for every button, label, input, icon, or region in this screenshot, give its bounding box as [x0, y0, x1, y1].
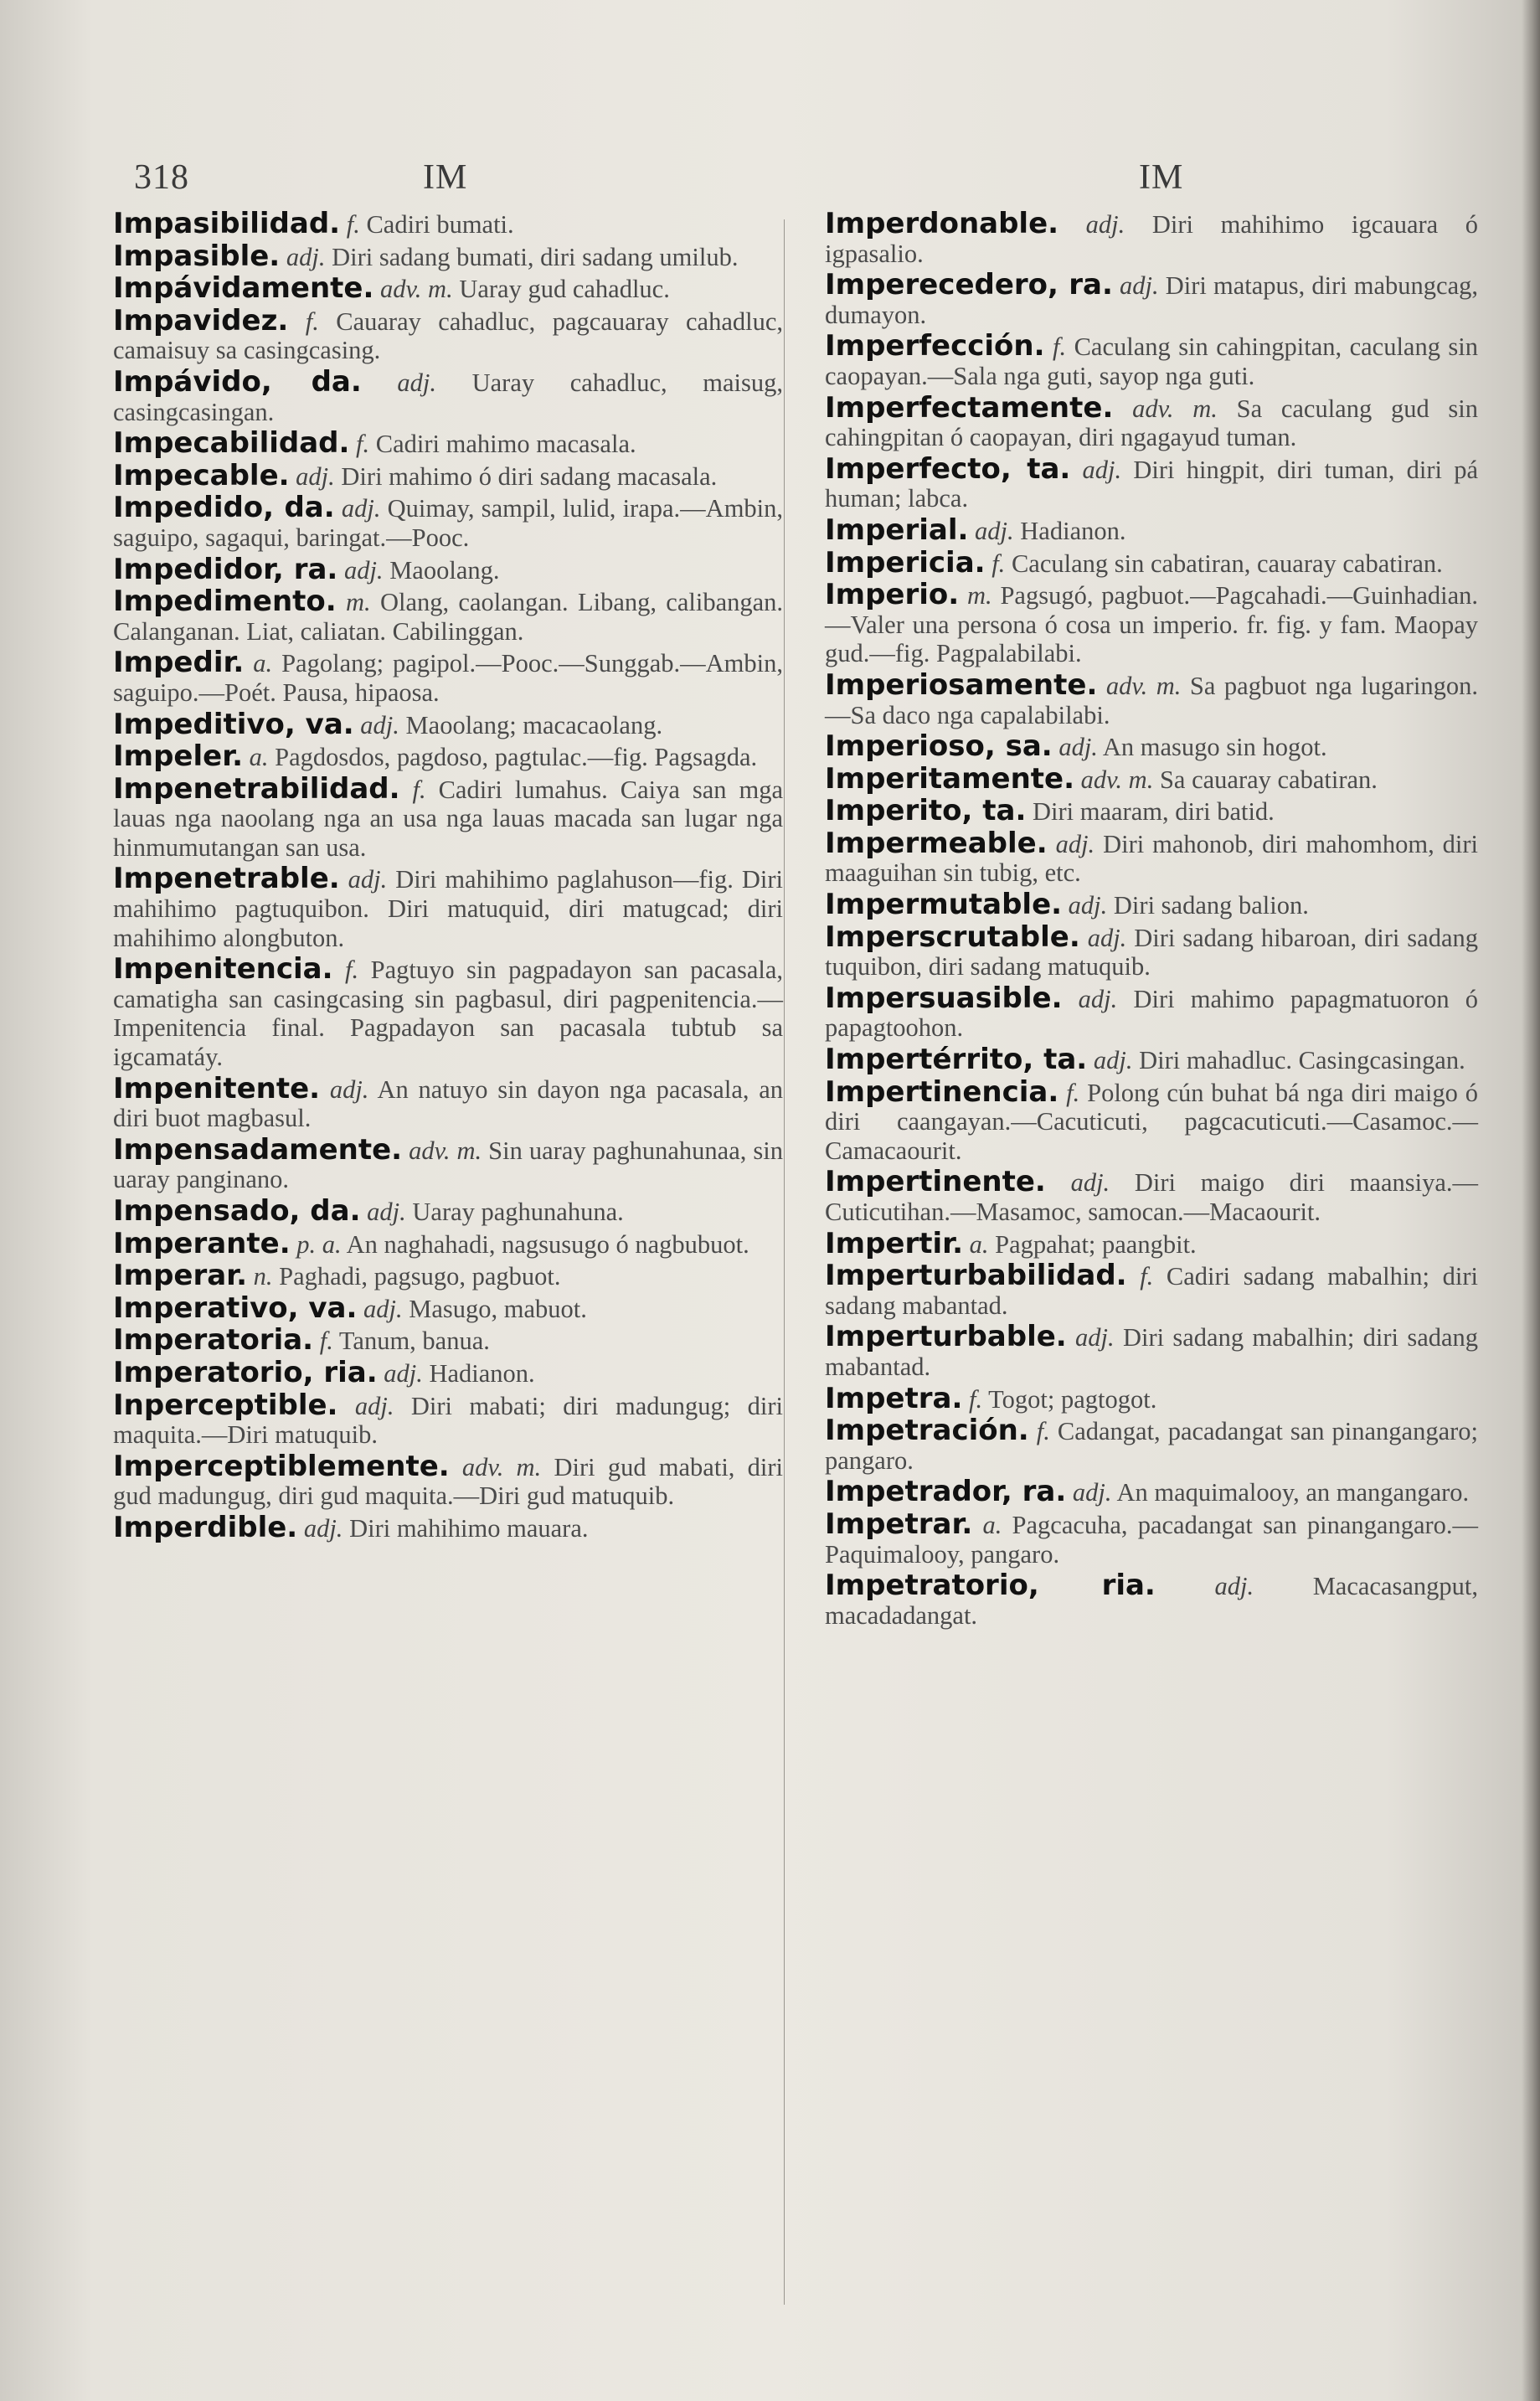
entry-headword: Imperitamente. [825, 761, 1075, 796]
entry-headword: Impasible. [113, 239, 281, 273]
entry-headword: Impenitente. [113, 1071, 321, 1105]
entry-headword: Imperturbabilidad. [825, 1259, 1127, 1293]
dictionary-entry [113, 426, 783, 461]
entry-grammar: f. [345, 956, 359, 985]
dictionary-entry [113, 1226, 783, 1260]
dictionary-entry [113, 271, 783, 306]
entry-headword: Impertérrito, ta. [825, 1043, 1088, 1077]
entry-grammar: adv. m. [1080, 765, 1154, 794]
dictionary-entry [825, 1074, 1479, 1166]
entry-definition: Tanum, banua. [338, 1327, 490, 1356]
entry-definition: Pagpahat; paangbit. [995, 1229, 1197, 1259]
dictionary-entry [113, 1449, 784, 1511]
entry-definition: Diri gud mabati, diri gud madungug, diri gud maquita.—Diri gud matuquib. [113, 1452, 784, 1511]
dictionary-entry [113, 239, 783, 273]
entry-headword: Impenetrable. [113, 862, 340, 896]
entry-grammar: adj. [1055, 829, 1095, 858]
entry-definition: An natuyo sin dayon nga pacasala, an diri buot magbasul. [113, 1074, 783, 1133]
entry-headword: Impersuasible. [825, 981, 1063, 1015]
dictionary-entry [825, 920, 1479, 982]
running-head-left: IM [423, 158, 468, 197]
entry-definition: Diri mahihimo igcauara ó igpasalio. [825, 210, 1479, 268]
entry-grammar: f. [346, 210, 360, 239]
dictionary-entry [825, 1045, 1478, 1075]
entry-definition: An maquimalooy, an mangangaro. [1116, 1478, 1470, 1507]
entry-grammar: adj. [975, 516, 1014, 545]
dictionary-entry [113, 952, 784, 1072]
dictionary-entry [113, 1071, 783, 1133]
right-column [825, 209, 1478, 1632]
dictionary-entry [113, 864, 783, 952]
dictionary-entry [825, 1416, 1478, 1475]
entry-grammar: f. [356, 430, 370, 459]
entry-definition: Olang, caolangan. Libang, calibangan. Calanganan. Liat, caliatan. Cabilinggan. [113, 588, 784, 646]
entry-grammar: f. [1140, 1262, 1154, 1291]
entry-headword: Imperdible. [113, 1510, 298, 1544]
entry-grammar: f. [991, 549, 1006, 578]
dictionary-entry [113, 771, 783, 863]
entry-grammar: adj. [360, 710, 399, 739]
entry-headword: Imperturbable. [825, 1320, 1067, 1354]
entry-headword: Impeditivo, va. [113, 707, 354, 741]
entry-definition: Diri mabati; diri madungug; diri maquita.—Diri matuquib. [113, 1391, 784, 1450]
entry-grammar: f. [319, 1327, 333, 1356]
entry-definition: Sa caculang gud sin cahingpitan ó caopayan, diri ngagayud tuman. [825, 394, 1479, 452]
entry-headword: Impávidamente. [113, 271, 374, 306]
entry-headword: Impensadamente. [113, 1132, 403, 1167]
dictionary-entry [113, 1510, 783, 1544]
entry-headword: Imperial. [825, 513, 969, 547]
entry-grammar: adj. [1058, 733, 1098, 762]
entry-grammar: n. [253, 1262, 273, 1291]
entry-headword: Impetra. [825, 1381, 963, 1415]
entry-headword: Imperatorio, ria. [113, 1355, 378, 1389]
entry-definition: Diri mahimo ó diri sadang macasala. [341, 461, 718, 491]
entry-headword: Impetrador, ra. [825, 1475, 1067, 1509]
entry-definition: Togot; pagtogot. [988, 1384, 1157, 1414]
entry-definition: Polong cún buhat bá nga diri maigo ó diri caangayan.—Cacuticuti, pagcacuticuti.—Casamoc.—Camacaourit. [825, 1078, 1479, 1165]
entry-headword: Impecable. [113, 458, 290, 492]
entry-definition: Sa cauaray cabatiran. [1159, 765, 1378, 794]
entry-headword: Impermutable. [825, 888, 1063, 922]
entry-definition: Diri maaram, diri batid. [1033, 797, 1275, 827]
entry-definition: Diri sadang hibaroan, diri sadang tuquibon, diri sadang matuquib. [825, 923, 1479, 982]
entry-grammar: f. [412, 775, 426, 804]
entry-grammar: adj. [348, 865, 388, 894]
entry-grammar: a. [982, 1510, 1002, 1539]
column-divider [784, 219, 785, 2305]
entry-headword: Imperar. [113, 1259, 248, 1293]
entry-definition: Diri sadang mabalhin; diri sadang mabantad. [825, 1323, 1479, 1381]
entry-headword: Impavidez. [113, 303, 289, 337]
entry-headword: Impasibilidad. [113, 207, 341, 240]
entry-grammar: adj. [1082, 455, 1122, 484]
entry-definition: Diri maigo diri maansiya.—Cuticutihan.—Masamoc, samocan.—Macaourit. [825, 1168, 1478, 1226]
dictionary-entry [825, 1381, 1478, 1415]
entry-definition: Cadiri bumati. [366, 210, 514, 239]
entry-definition: Caculang sin cabatiran, cauaray cabatiran. [1011, 549, 1443, 578]
entry-grammar: adj. [1078, 984, 1118, 1013]
entry-headword: Imperativo, va. [113, 1291, 358, 1325]
entry-grammar: adj. [363, 1294, 403, 1323]
dictionary-entry [113, 1194, 783, 1228]
entry-grammar: a. [969, 1229, 989, 1259]
entry-grammar: f. [1053, 332, 1067, 362]
dictionary-entry [825, 1507, 1479, 1569]
entry-definition: Pagcacuha, pacadangat san pinangangaro.—Paquimalooy, pangaro. [825, 1510, 1479, 1569]
entry-grammar: adv. m. [1132, 394, 1218, 423]
entry-headword: Imperfecto, ta. [825, 451, 1071, 486]
entry-definition: Cadangat, pacadangat san pinangangaro; pangaro. [825, 1417, 1479, 1475]
entry-headword: Impensado, da. [113, 1194, 361, 1228]
entry-headword: Imperante. [113, 1226, 291, 1260]
entry-definition: Uaray gud cahadluc. [459, 275, 670, 304]
page-number: 318 [134, 158, 189, 197]
dictionary-entry [113, 1261, 783, 1291]
dictionary-entry [825, 796, 1478, 827]
entry-grammar: adj. [1093, 1046, 1133, 1075]
entry-headword: Impetrar. [825, 1507, 973, 1541]
entry-headword: Impenetrabilidad. [113, 771, 400, 806]
entry-grammar: adj. [1120, 271, 1159, 301]
entry-headword: Impertinente. [825, 1165, 1046, 1199]
entry-grammar: adj. [397, 368, 436, 397]
entry-grammar: adj. [1087, 923, 1127, 952]
entry-definition: Diri mahimo papagmatuoron ó papagtoohon. [825, 984, 1479, 1043]
entry-headword: Impeler. [113, 739, 244, 774]
entry-definition: Hadianon. [1020, 516, 1126, 545]
entry-headword: Imperio. [825, 578, 960, 612]
entry-grammar: f. [1036, 1417, 1050, 1446]
entry-definition: Maoolang. [389, 555, 500, 585]
entry-definition: Uaray paghunahuna. [412, 1198, 624, 1226]
entry-definition: Paghadi, pagsugo, pagbuot. [279, 1262, 561, 1291]
dictionary-entry [113, 1323, 783, 1358]
entry-headword: Impedidor, ra. [113, 552, 338, 586]
dictionary-entry [113, 1132, 783, 1194]
entry-headword: Impedimento. [113, 585, 337, 619]
entry-definition: Diri mahihimo paglahuson—fig. Diri mahihimo pagtuquibon. Diri matuquid, diri matugcad; diri mahihimo alongbuton. [113, 865, 783, 952]
entry-headword: Impetratorio, ria. [825, 1569, 1156, 1603]
dictionary-entry [825, 1571, 1478, 1630]
entry-grammar: adj. [329, 1074, 369, 1104]
entry-headword: Imperfección. [825, 329, 1045, 363]
dictionary-entry [113, 587, 783, 646]
dictionary-entry [825, 209, 1478, 268]
dictionary-entry [825, 329, 1479, 390]
entry-definition: Uaray cahadluc, maisug, casingcasingan. [113, 368, 784, 426]
entry-headword: Imperiosamente. [825, 667, 1098, 702]
entry-headword: Imperatoria. [113, 1323, 314, 1358]
dictionary-entry [825, 1226, 1478, 1260]
entry-definition: Quimay, sampil, lulid, irapa.—Ambin, saguipo, sagaqui, baringat.—Pooc. [113, 494, 784, 552]
entry-definition: Macacasangput, macadadangat. [825, 1572, 1478, 1630]
entry-grammar: adj. [367, 1198, 406, 1226]
entry-headword: Impermeable. [825, 826, 1048, 860]
entry-headword: Imperioso, sa. [825, 729, 1053, 764]
dictionary-entry [825, 826, 1479, 888]
entry-definition: Diri mahihimo mauara. [349, 1513, 589, 1543]
entry-definition: Pagdosdos, pagdoso, pagtulac.—fig. Pagsagda. [275, 743, 758, 772]
entry-definition: Diri matapus, diri mabungcag, dumayon. [825, 271, 1479, 329]
dictionary-entry [825, 1322, 1478, 1381]
entry-grammar: adv. m. [1105, 671, 1182, 700]
entry-definition: Pagtuyo sin pagpadayon san pacasala, camatigha san casingcasing sin pagbasul, diri pagpenitencia.—Impenitencia final. Pagpadayon san pacasala tubtub sa igcamatáy. [113, 956, 784, 1072]
dictionary-entry [825, 545, 1478, 580]
entry-grammar: adj. [1085, 210, 1125, 239]
entry-definition: Masugo, mabuot. [409, 1294, 587, 1323]
dictionary-entry [825, 1477, 1478, 1507]
entry-grammar: adv. m. [409, 1136, 482, 1165]
entry-definition: Cauaray cahadluc, pagcauaray cahadluc, camaisuy sa casingcasing. [113, 307, 784, 365]
entry-definition: Diri hingpit, diri tuman, diri pá human; labca. [825, 455, 1478, 513]
entry-grammar: adj. [1068, 891, 1108, 920]
entry-headword: Imperceptiblemente. [113, 1449, 450, 1483]
entry-grammar: adj. [1214, 1572, 1254, 1601]
dictionary-entry [825, 513, 1478, 547]
dictionary-entry [113, 1291, 783, 1325]
entry-grammar: adv. m. [380, 275, 453, 304]
entry-grammar: a. [249, 743, 269, 772]
entry-grammar: f. [1066, 1078, 1080, 1107]
entry-definition: Cadiri lumahus. Caiya san mga lauas nga naoolang nga an usa nga lauas macada san lugar nga hinmumutangan san usa. [113, 775, 783, 862]
entry-headword: Impedir. [113, 646, 245, 680]
entry-headword: Impetración. [825, 1414, 1029, 1448]
dictionary-entry [113, 552, 783, 586]
left-column [113, 209, 783, 1546]
entry-headword: Imperito, ta. [825, 794, 1027, 828]
entry-definition: Maoolang; macacaolang. [405, 710, 663, 739]
entry-headword: Impericia. [825, 545, 986, 580]
entry-definition: Diri sadang bumati, diri sadang umilub. [332, 242, 739, 271]
entry-headword: Impedido, da. [113, 491, 335, 525]
entry-definition: Hadianon. [429, 1358, 535, 1388]
dictionary-entry [825, 270, 1478, 329]
entry-definition: Caculang sin cahingpitan, caculang sin caopayan.—Sala nga guti, sayop nga guti. [825, 332, 1479, 390]
dictionary-entry [825, 890, 1478, 920]
dictionary-entry [113, 739, 783, 774]
entry-definition: Diri mahonob, diri mahomhom, diri maaguihan sin tubig, etc. [825, 829, 1479, 888]
entry-headword: Impertir. [825, 1226, 963, 1260]
entry-headword: Impecabilidad. [113, 426, 350, 461]
dictionary-entry [113, 493, 783, 552]
dictionary-entry [113, 1355, 783, 1389]
entry-definition: Diri mahadluc. Casingcasingan. [1139, 1046, 1465, 1075]
dictionary-entry [825, 451, 1478, 513]
dictionary-entry [113, 1388, 784, 1450]
entry-headword: Imperecedero, ra. [825, 268, 1113, 302]
entry-grammar: f. [968, 1384, 983, 1414]
entry-headword: Impávido, da. [113, 364, 362, 399]
dictionary-entry [113, 458, 783, 492]
entry-grammar: adj. [1072, 1478, 1112, 1507]
entry-grammar: adj. [303, 1513, 343, 1543]
dictionary-entry [113, 209, 783, 240]
entry-definition: An masugo sin hogot. [1102, 733, 1327, 762]
entry-definition: An naghahadi, nagsusugo ó nagbubuot. [346, 1229, 749, 1259]
entry-definition: Cadiri mahimo macasala. [375, 430, 636, 459]
dictionary-entry [825, 761, 1478, 796]
entry-headword: Impertinencia. [825, 1074, 1059, 1109]
entry-grammar: adj. [384, 1358, 423, 1388]
book-spine-shadow [1522, 0, 1540, 2401]
entry-headword: Imperdonable. [825, 207, 1059, 240]
entry-grammar: adj. [1075, 1323, 1115, 1352]
entry-grammar: adj. [296, 461, 335, 491]
dictionary-entry [113, 364, 784, 426]
dictionary-entry [825, 580, 1478, 668]
entry-headword: Impenitencia. [113, 952, 333, 987]
entry-headword: Imperscrutable. [825, 920, 1080, 954]
entry-headword: Imperfectamente. [825, 390, 1114, 425]
entry-definition: Sa pagbuot nga lugaringon.—Sa daco nga capalabilabi. [825, 671, 1478, 729]
dictionary-entry [825, 981, 1479, 1043]
dictionary-entry [113, 648, 783, 707]
entry-grammar: adj. [343, 555, 384, 585]
entry-grammar: adv. m. [461, 1452, 542, 1481]
entry-grammar: adj. [286, 242, 326, 271]
entry-definition: Cadiri sadang mabalhin; diri sadang mabantad. [825, 1262, 1478, 1320]
entry-definition: Pagsugó, pagbuot.—Pagcahadi.—Guinhadian.—Valer una persona ó cosa un imperio. fr. fig. y fam. Maopay gud.—fig. Pagpalabilabi. [825, 581, 1479, 668]
dictionary-entry [825, 1167, 1478, 1226]
entry-grammar: f. [305, 307, 319, 336]
dictionary-entry [825, 667, 1478, 729]
dictionary-entry [113, 303, 784, 365]
entry-definition: Sin uaray paghunahunaa, sin uaray panginano. [113, 1136, 783, 1194]
entry-definition: Diri sadang balion. [1113, 891, 1309, 920]
dictionary-entry [113, 707, 783, 741]
entry-grammar: adj. [1070, 1168, 1110, 1198]
entry-grammar: m. [346, 588, 371, 617]
entry-headword: Inperceptible. [113, 1388, 338, 1422]
entry-definition: Pagolang; pagipol.—Pooc.—Sunggab.—Ambin, saguipo.—Poét. Pausa, hipaosa. [113, 649, 783, 707]
running-head-right: IM [1139, 158, 1184, 197]
entry-grammar: a. [253, 649, 273, 678]
dictionary-entry [825, 390, 1479, 452]
entry-grammar: adj. [341, 494, 381, 523]
dictionary-entry [825, 1261, 1478, 1320]
entry-grammar: m. [966, 581, 992, 611]
entry-grammar: p. a. [296, 1229, 342, 1259]
dictionary-entry [825, 729, 1478, 764]
entry-grammar: adj. [354, 1391, 394, 1420]
